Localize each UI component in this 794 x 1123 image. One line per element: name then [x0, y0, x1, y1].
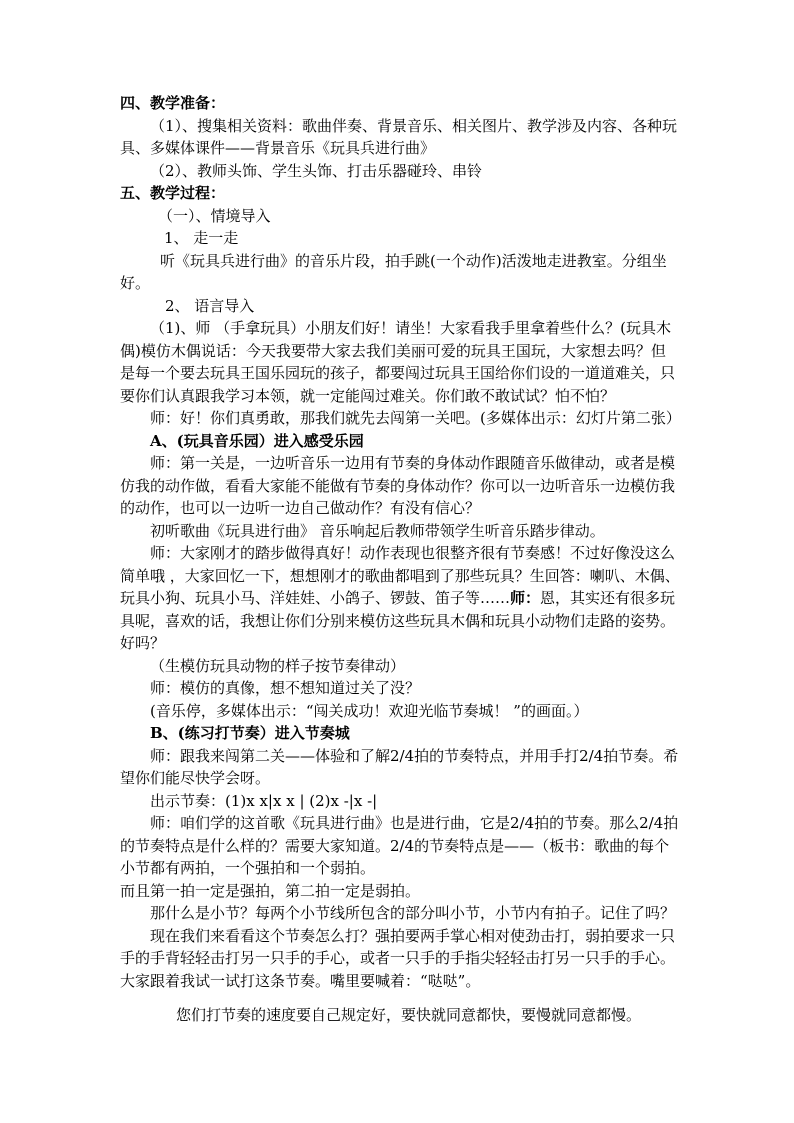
intro-paragraph-1: （1)、师 （手拿玩具）小朋友们好！请坐！大家看我手里拿着些什么？(玩具木偶)模仿木偶说话：今天我要带大家去我们美丽可爱的玩具王国玩，大家想去吗？但是每一个要去玩具王国乐园玩的孩子，都要闯过玩具王国给你们设的一道道难关，只要你们认真跟我学习本领，就一定能闯过难关。你们敢不敢试试？怕不怕？ [120, 319, 676, 405]
section-a-paragraph-1: 师：第一关是，一边听音乐一边用有节奏的身体动作跟随音乐做律动，或者是模仿我的动作做，看看大家能不能做有节奏的身体动作？你可以一边听音乐一边模仿我的动作，也可以一边听一边自己做动作？有没有信心？ [120, 454, 676, 517]
section-b-heading: B、(练习打节奏）进入节奏城 [150, 724, 350, 742]
section-a-paragraph-3 [120, 542, 680, 655]
section-b-paragraph-6: 现在我们来看看这个节奏怎么打？强拍要两手掌心相对使劲击打，弱拍要求一只手的手背轻轻击打另一只手的手心，或者一只手的手指尖轻轻击打另一只手的手心。大家跟着我试一试打这条节奏。嘴里要喊着：“哒哒”。 [120, 926, 676, 990]
section-a-paragraph-2: 初听歌曲《玩具进行曲》 音乐响起后教师带领学生听音乐踏步律动。 [150, 521, 605, 540]
section-4-heading: 四、教学准备： [120, 94, 226, 112]
document-page [120, 92, 680, 1027]
part-1-title: （一）、情境导入 [158, 206, 271, 225]
prep-item-2: （2）、教师头饰、学生头饰、打击乐器碰玲、串铃 [150, 161, 483, 180]
intro-paragraph-2: 师：好！你们真勇敢，那我们就先去闯第一关吧。(多媒体出示：幻灯片第二张） [150, 409, 681, 427]
section-a-paragraph-3-text: 师：大家刚才的踏步做得真好！动作表现也很整齐很有节奏感！不过好像没这么简单哦 ，大家回忆一下，想想刚才的歌曲都唱到了那些玩具？生回答：喇叭、木偶、玩具小狗、玩具小马、洋娃娃、小鸽子、锣鼓、笛子等…… [120, 544, 680, 607]
step-1-text: 听《玩具兵进行曲》的音乐片段，拍手跳(一个动作)活泼地走进教室。分组坐好。 [120, 251, 667, 292]
step-1-title: 1、 走一走 [164, 229, 239, 247]
section-5-heading: 五、教学过程： [120, 184, 226, 202]
prep-item-1: （1）、搜集相关资料：歌曲伴奏、背景音乐、相关图片、教学涉及内容、各种玩具、多媒体课件——背景音乐《玩具兵进行曲》 [120, 116, 678, 157]
section-a-heading: A、(玩具音乐园）进入感受乐园 [150, 431, 364, 450]
section-b-paragraph-5: 那什么是小节？每两个小节线所包含的部分叫小节，小节内有拍子。记住了吗？ [150, 904, 676, 922]
section-a-paragraph-6: (音乐停，多媒体出示：“闯关成功！欢迎光临节奏城！ ”的画面。） [150, 701, 589, 720]
section-b-paragraph-4: 而且第一拍一定是强拍，第二拍一定是弱拍。 [120, 881, 421, 900]
section-b-paragraph-1: 师：跟我来闯第二关——体验和了解2/4拍的节奏特点，并用手打2/4拍节奏。希望你们能尽快学会呀。 [120, 746, 679, 787]
section-a-paragraph-4: （生模仿玩具动物的样子按节奏律动） [150, 656, 406, 675]
teacher-label: 师： [510, 589, 541, 607]
rhythm-example: 出示节奏：(1)x x|x x | (2)x -|x -| [150, 791, 378, 810]
step-2-title: 2、 语言导入 [165, 296, 255, 315]
section-b-paragraph-3: 师：咱们学的这首歌《玩具进行曲》也是进行曲，它是2/4拍的节奏。那么2/4拍的节奏特点是什么样的？需要大家知道。2/4的节奏特点是——（板书：歌曲的每个小节都有两拍，一个强拍和一个弱拍。 [120, 814, 679, 877]
section-a-paragraph-5: 师：模仿的真像，想不想知道过关了没？ [150, 679, 421, 697]
section-a-paragraph-3-cont: 恩，其实还有很多玩具呢，喜欢的话，我想让你们分别来模仿这些玩具木偶和玩具小动物们走路的姿势。好吗？ [120, 589, 676, 652]
section-b-paragraph-7: 您们打节奏的速度要自己规定好，要快就同意都快，要慢就同意都慢。 [176, 1006, 642, 1024]
